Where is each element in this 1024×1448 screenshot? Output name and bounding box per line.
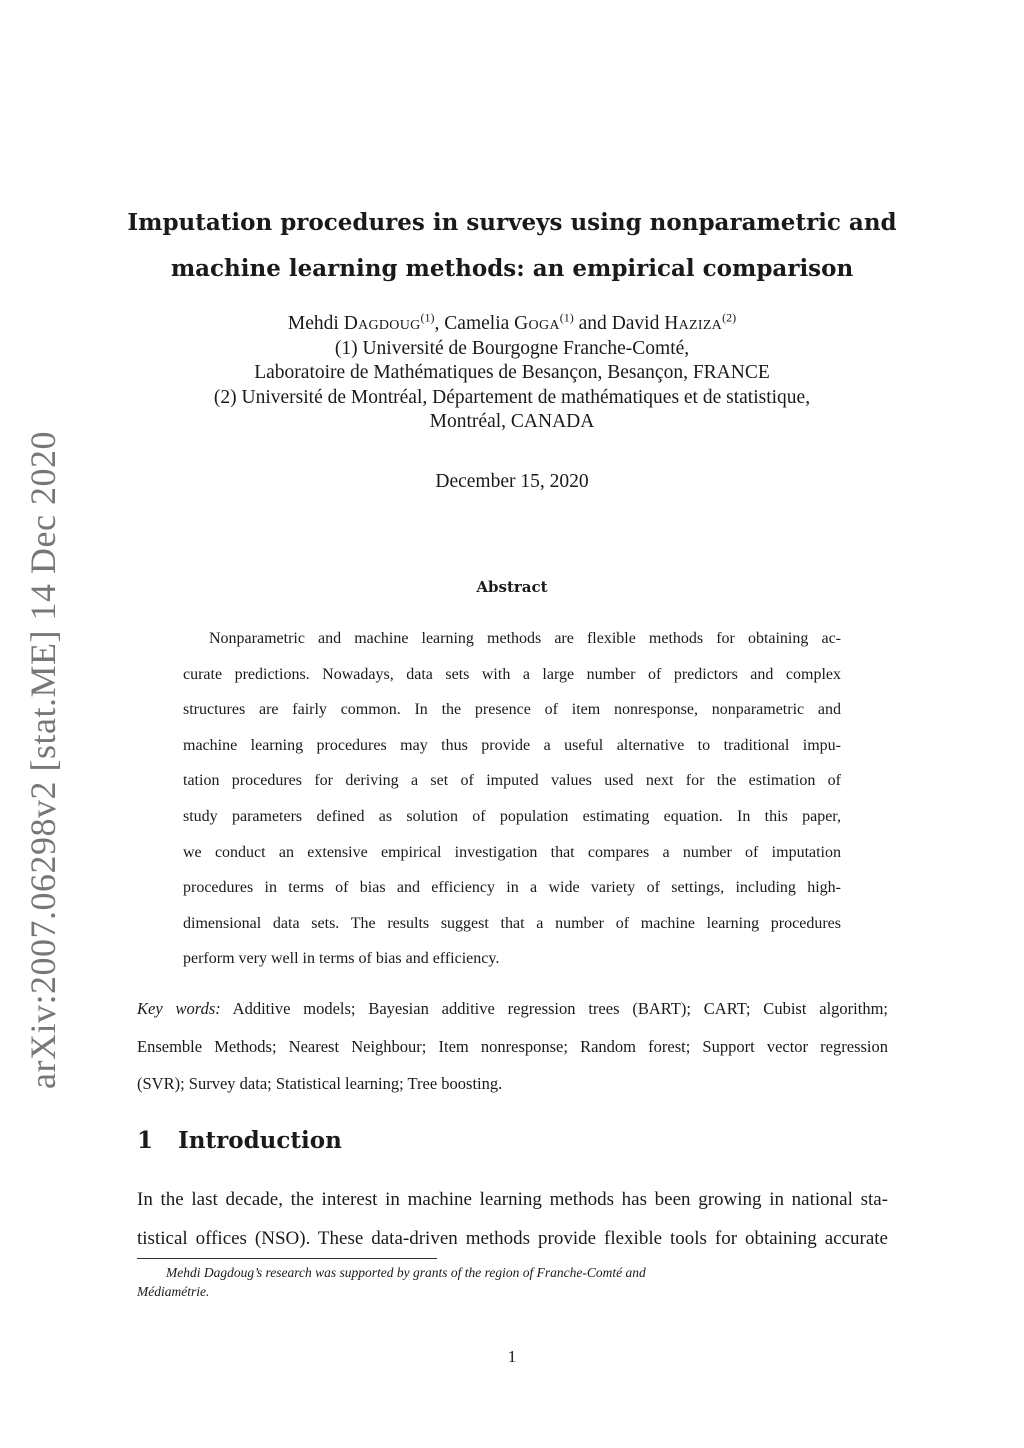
abstract-line: Nonparametric and machine learning methods are flexible methods for obtaining ac-	[209, 630, 841, 647]
abstract-line: we conduct an extensive empirical investigation that compares a number of imputation	[183, 843, 841, 861]
abstract-line: tation procedures for deriving a set of imputed values used next for the estimation of	[183, 772, 841, 790]
title-line-1: Imputation procedures in surveys using nonparametric and	[127, 209, 897, 236]
author-separator-1: ,	[434, 313, 445, 334]
abstract-line: procedures in terms of bias and efficiency in a wide variety of settings, including high-	[183, 879, 841, 897]
author-2-affiliation-ref: (1)	[559, 310, 574, 325]
affiliation-line-2: Laboratoire de Mathématiques de Besançon, Besançon, FRANCE	[254, 362, 770, 383]
title-line-2: machine learning methods: an empirical comparison	[170, 255, 854, 282]
abstract-line: structures are fairly common. In the presence of item nonresponse, nonparametric and	[183, 701, 841, 719]
abstract-line: dimensional data sets. The results suggest that a number of machine learning procedures	[183, 914, 841, 932]
author-3-first-name: David	[611, 313, 665, 334]
keywords-line-2: Ensemble Methods; Nearest Neighbour; Item nonresponse; Random forest; Support vector regression	[137, 1036, 888, 1056]
section-number: 1	[137, 1127, 154, 1154]
footnote-line: Médiamétrie.	[137, 1284, 210, 1299]
keywords-line-3: (SVR); Survey data; Statistical learning; Tree boosting.	[137, 1074, 503, 1093]
intro-line: tistical offices (NSO). These data-driven methods provide flexible tools for obtaining accurate	[137, 1227, 888, 1249]
author-3-affiliation-ref: (2)	[722, 310, 737, 325]
author-2-last-name: Goga	[514, 313, 560, 334]
publication-date: December 15, 2020	[435, 471, 589, 492]
abstract-body	[183, 621, 841, 977]
footnote-divider	[137, 1258, 437, 1259]
section-heading-introduction	[137, 1127, 342, 1154]
footnote-line: Mehdi Dagdoug’s research was supported by grants of the region of Franche-Comté and	[166, 1265, 646, 1280]
author-block	[100, 312, 924, 435]
author-separator-2: and	[573, 313, 612, 334]
abstract-heading: Abstract	[476, 578, 548, 596]
keywords-text-1: Additive models; Bayesian additive regression trees (BART); CART; Cubist algorithm;	[220, 999, 888, 1018]
author-names	[100, 312, 924, 337]
affiliation-line-4: Montréal, CANADA	[429, 411, 595, 432]
author-3-last-name: Haziza	[664, 313, 723, 334]
author-1-last-name: Dagdoug	[343, 313, 421, 334]
affiliation-line-3: (2) Université de Montréal, Département de mathématiques et de statistique,	[213, 386, 811, 408]
intro-line: In the last decade, the interest in machine learning methods has been growing in national sta-	[137, 1189, 888, 1210]
abstract-line: study parameters defined as solution of population estimating equation. In this paper,	[183, 807, 841, 825]
keywords-block	[137, 990, 888, 1103]
paper-title	[100, 200, 924, 292]
abstract-line: curate predictions. Nowadays, data sets with a large number of predictors and complex	[183, 665, 841, 683]
affiliation-line-1: (1) Université de Bourgogne Franche-Comté,	[334, 337, 690, 359]
section-title: Introduction	[178, 1127, 342, 1154]
author-2-first-name: Camelia	[444, 313, 515, 334]
introduction-paragraph	[137, 1181, 888, 1258]
footnote	[137, 1263, 888, 1301]
keywords-line-1	[137, 990, 888, 1028]
author-1-first-name: Mehdi	[287, 313, 344, 334]
arxiv-identifier-stamp: arXiv:2007.06298v2 [stat.ME] 14 Dec 2020	[23, 431, 63, 1089]
keywords-label: Key words:	[137, 999, 221, 1018]
author-1-affiliation-ref: (1)	[420, 310, 435, 325]
page-number: 1	[507, 1347, 517, 1366]
abstract-line: perform very well in terms of bias and efficiency.	[183, 950, 500, 968]
abstract-line: machine learning procedures may thus provide a useful alternative to traditional impu-	[183, 736, 841, 754]
